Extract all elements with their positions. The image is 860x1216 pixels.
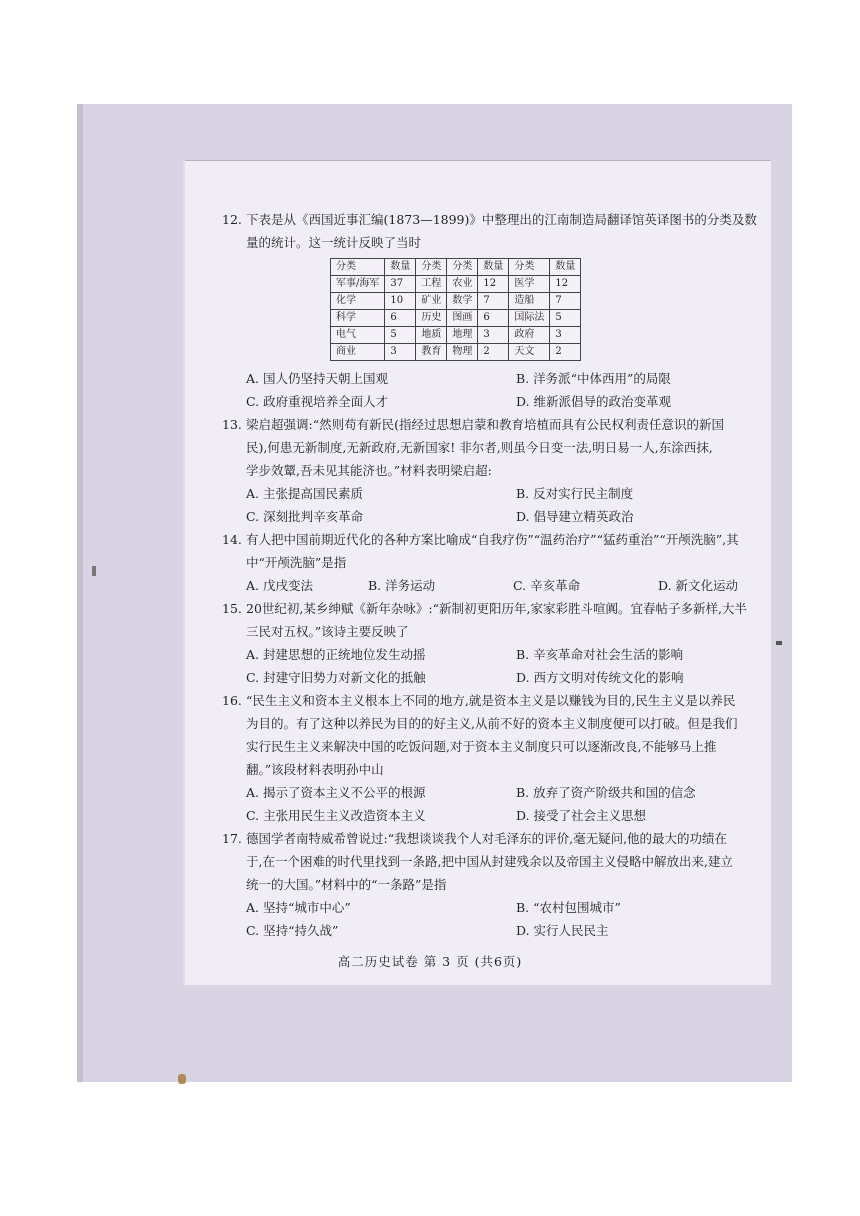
table-cell: 军事/海军 [331, 276, 385, 293]
table-cell: 10 [385, 293, 416, 310]
table-cell: 电气 [331, 327, 385, 344]
question-number: 16. [222, 693, 242, 708]
option-a[interactable]: A. 戊戌变法 [246, 578, 313, 593]
question-16 [222, 689, 770, 827]
options [222, 367, 770, 413]
table-row [331, 276, 581, 293]
option-c[interactable]: C. 深刻批判辛亥革命 [246, 509, 364, 524]
option-d[interactable]: D. 新文化运动 [658, 578, 739, 593]
question-number: 17. [222, 831, 242, 846]
statistics-table [330, 258, 581, 361]
options [222, 574, 770, 597]
question-text: 学步效颦,吾未见其能济也。”材料表明梁启超: [246, 463, 492, 478]
option-a[interactable]: A. 主张提高国民素质 [246, 486, 363, 501]
question-text: 统一的大国。”材料中的“一条路”是指 [246, 877, 447, 892]
option-b[interactable]: B. 辛亥革命对社会生活的影响 [516, 647, 684, 662]
option-a[interactable]: A. 坚持“城市中心” [246, 900, 351, 915]
question-text: 为目的。有了这种以养民为目的的好主义,从前不好的资本主义制度便可以打破。但是我们 [246, 716, 738, 731]
question-text: 量的统计。这一统计反映了当时 [246, 235, 422, 250]
option-d[interactable]: D. 维新派倡导的政治变革观 [516, 394, 672, 409]
question-text: 下表是从《西国近事汇编(1873—1899)》中整理出的江南制造局翻译馆英译图书的分类及数 [246, 212, 757, 227]
option-b[interactable]: B. 反对实行民主制度 [516, 486, 634, 501]
question-text: 梁启超强调:“然则苟有新民(指经过思想启蒙和教育培植而具有公民权利责任意识的新国 [246, 417, 724, 432]
question-text: 实行民生主义来解决中国的吃饭问题,对于资本主义制度只可以逐渐改良,不能够马上推 [246, 739, 717, 754]
option-a[interactable]: A. 揭示了资本主义不公平的根源 [246, 785, 426, 800]
table-cell: 数量 [385, 259, 416, 276]
table-cell: 12 [478, 276, 509, 293]
scan-mark [92, 566, 96, 576]
table-cell: 教育 [416, 344, 447, 361]
question-12 [222, 208, 770, 413]
option-c[interactable]: C. 政府重视培养全面人才 [246, 394, 389, 409]
table-cell: 商业 [331, 344, 385, 361]
question-text: 中“开颅洗脑”是指 [246, 555, 347, 570]
option-a[interactable]: A. 国人仍坚持天朝上国观 [246, 371, 388, 386]
option-c[interactable]: C. 辛亥革命 [513, 578, 581, 593]
table-cell: 5 [550, 310, 581, 327]
table-cell: 2 [550, 344, 581, 361]
table-cell: 化学 [331, 293, 385, 310]
table-cell: 造船 [509, 293, 550, 310]
question-text: 20世纪初,某乡绅赋《新年杂咏》:“新制初更阳历年,家家彩胜斗喧阗。宜春帖子多新样,大半 [246, 601, 747, 616]
question-14 [222, 528, 770, 597]
table-cell: 数量 [478, 259, 509, 276]
scan-stain [178, 1074, 186, 1084]
question-text: 民),何患无新制度,无新政府,无新国家! 非尔者,则虽今日变一法,明日易一人,东涂西抹, [246, 440, 713, 455]
table-cell: 政府 [509, 327, 550, 344]
table-cell: 地理 [447, 327, 478, 344]
table-cell: 5 [385, 327, 416, 344]
table-cell: 3 [550, 327, 581, 344]
options [222, 643, 770, 689]
table-cell: 天文 [509, 344, 550, 361]
table-cell: 12 [550, 276, 581, 293]
question-text: “民生主义和资本主义根本上不同的地方,就是资本主义是以赚钱为目的,民生主义是以养民 [246, 693, 736, 708]
option-b[interactable]: B. “农村包围城市” [516, 900, 621, 915]
table-cell: 6 [478, 310, 509, 327]
table-cell: 7 [550, 293, 581, 310]
question-13 [222, 413, 770, 528]
options [222, 482, 770, 528]
table-cell: 数量 [550, 259, 581, 276]
table-cell: 分类 [509, 259, 550, 276]
table-cell: 医学 [509, 276, 550, 293]
table-cell: 2 [478, 344, 509, 361]
option-b[interactable]: B. 洋务派“中体西用”的局限 [516, 371, 671, 386]
question-17 [222, 827, 770, 942]
table-row [331, 293, 581, 310]
table-cell: 3 [385, 344, 416, 361]
option-b[interactable]: B. 放弃了资产阶级共和国的信念 [516, 785, 696, 800]
table-cell: 物理 [447, 344, 478, 361]
table-cell: 分类 [447, 259, 478, 276]
option-c[interactable]: C. 坚持“持久战” [246, 923, 339, 938]
question-text: 翻。”该段材料表明孙中山 [246, 762, 384, 777]
table-cell: 国际法 [509, 310, 550, 327]
question-text: 德国学者南特威希曾说过:“我想谈谈我个人对毛泽东的评价,毫无疑问,他的最大的功绩在 [246, 831, 728, 846]
table-row [331, 344, 581, 361]
table-row [331, 327, 581, 344]
question-number: 15. [222, 601, 242, 616]
option-d[interactable]: D. 接受了社会主义思想 [516, 808, 647, 823]
table-cell: 7 [478, 293, 509, 310]
question-15 [222, 597, 770, 689]
table-cell: 分类 [331, 259, 385, 276]
option-d[interactable]: D. 实行人民民主 [516, 923, 609, 938]
option-c[interactable]: C. 主张用民生主义改造资本主义 [246, 808, 426, 823]
table-cell: 3 [478, 327, 509, 344]
table-cell: 数学 [447, 293, 478, 310]
exam-content [222, 208, 770, 942]
table-cell: 科学 [331, 310, 385, 327]
table-cell: 农业 [447, 276, 478, 293]
question-number: 12. [222, 212, 242, 227]
option-d[interactable]: D. 西方文明对传统文化的影响 [516, 670, 684, 685]
question-number: 13. [222, 417, 242, 432]
table-cell: 6 [385, 310, 416, 327]
question-text: 有人把中国前期近代化的各种方案比喻成“自我疗伤”“温药治疗”“猛药重治”“开颅洗脑”,其 [246, 532, 739, 547]
table-cell: 工程 [416, 276, 447, 293]
scan-edge-shadow [77, 104, 83, 1082]
table-cell: 矿业 [416, 293, 447, 310]
option-a[interactable]: A. 封建思想的正统地位发生动摇 [246, 647, 426, 662]
option-d[interactable]: D. 倡导建立精英政治 [516, 509, 634, 524]
question-text: 三民对五权。”该诗主要反映了 [246, 624, 409, 639]
table-cell: 地质 [416, 327, 447, 344]
question-text: 于,在一个困难的时代里找到一条路,把中国从封建残余以及帝国主义侵略中解放出来,建立 [246, 854, 733, 869]
table-header-row [331, 259, 581, 276]
table-cell: 37 [385, 276, 416, 293]
page-footer: 高二历史试卷 第 3 页 (共6页) [337, 954, 523, 969]
option-b[interactable]: B. 洋务运动 [368, 578, 436, 593]
table-cell: 分类 [416, 259, 447, 276]
options [222, 896, 770, 942]
options [222, 781, 770, 827]
question-number: 14. [222, 532, 242, 547]
table-cell: 图画 [447, 310, 478, 327]
option-c[interactable]: C. 封建守旧势力对新文化的抵触 [246, 670, 426, 685]
table-row [331, 310, 581, 327]
table-cell: 历史 [416, 310, 447, 327]
